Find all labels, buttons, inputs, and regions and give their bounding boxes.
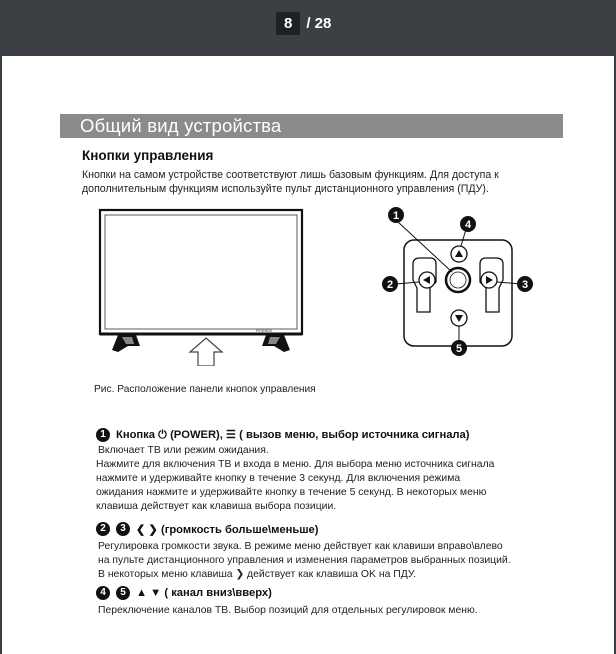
item-4-number: 4 <box>96 586 110 600</box>
tv-brand-label: HYUNDAI <box>256 329 272 333</box>
item-1-body <box>98 444 578 514</box>
section-title: Общий вид устройства <box>60 114 563 138</box>
item-1-line: Нажмите для включения ТВ и входа в меню. Для выбора меню источника сигнала <box>96 459 495 470</box>
item-4-body <box>98 604 578 618</box>
item-1-number: 1 <box>96 428 110 442</box>
document-page <box>2 56 614 654</box>
item-2-body <box>98 540 578 582</box>
item-2-number: 2 <box>96 522 110 536</box>
item-4-line: Переключение каналов ТВ. Выбор позиций для отдельных регулировок меню. <box>98 605 478 616</box>
figure-caption: Рис. Расположение панели кнопок управления <box>94 384 316 395</box>
item-1-line: нажмите и удерживайте кнопку в течение 3 секунд. Для включения режима <box>96 473 461 484</box>
item-1-line: Включает ТВ или режим ожидания. <box>98 445 269 456</box>
current-page-field[interactable]: 8 <box>276 12 300 35</box>
item-1-line: ожидания нажмите и удерживайте кнопку в течение 5 секунд. В некоторых меню <box>96 487 487 498</box>
item-4-heading <box>96 586 272 600</box>
badge-label-3: 3 <box>521 279 529 291</box>
tv-illustration <box>96 206 306 366</box>
badge-label-2: 2 <box>386 279 394 291</box>
badge-label-5: 5 <box>455 343 463 355</box>
item-2-heading <box>96 522 318 536</box>
item-2-line: В некоторых меню клавиша ❯ действует как клавиша OK на ПДУ. <box>98 569 416 580</box>
control-panel-diagram <box>372 206 542 366</box>
item-5-number: 5 <box>116 586 130 600</box>
item-1-line: клавиша действует как клавиша выбора позиции. <box>96 501 337 512</box>
item-2-line: Регулировка громкости звука. В режиме меню действует как клавиши вправо\влево <box>98 541 503 552</box>
badge-label-4: 4 <box>464 219 472 231</box>
item-3-number: 3 <box>116 522 130 536</box>
total-pages: / 28 <box>306 14 332 32</box>
intro-text: Кнопки на самом устройстве соответствуют лишь базовым функциям. Для доступа к дополнительным функциям используйте пульт дистанционного управления (ПДУ). <box>82 169 499 195</box>
item-4-title: ▲ ▼ ( канал вниз\вверх) <box>136 587 272 599</box>
page-indicator <box>276 10 331 36</box>
badge-label-1: 1 <box>392 210 400 222</box>
item-1-heading <box>96 428 469 442</box>
item-2-line: на пульте дистанционного управления и изменения параметров выбранных позиций. <box>98 555 511 566</box>
viewer-toolbar <box>0 0 616 50</box>
item-2-title: ❮ ❯ (громкость больше\меньше) <box>136 523 319 536</box>
subtitle: Кнопки управления <box>82 148 214 163</box>
item-1-title: Кнопка ⏻ (POWER), ☰ ( вызов меню, выбор источника сигнала) <box>116 429 470 441</box>
